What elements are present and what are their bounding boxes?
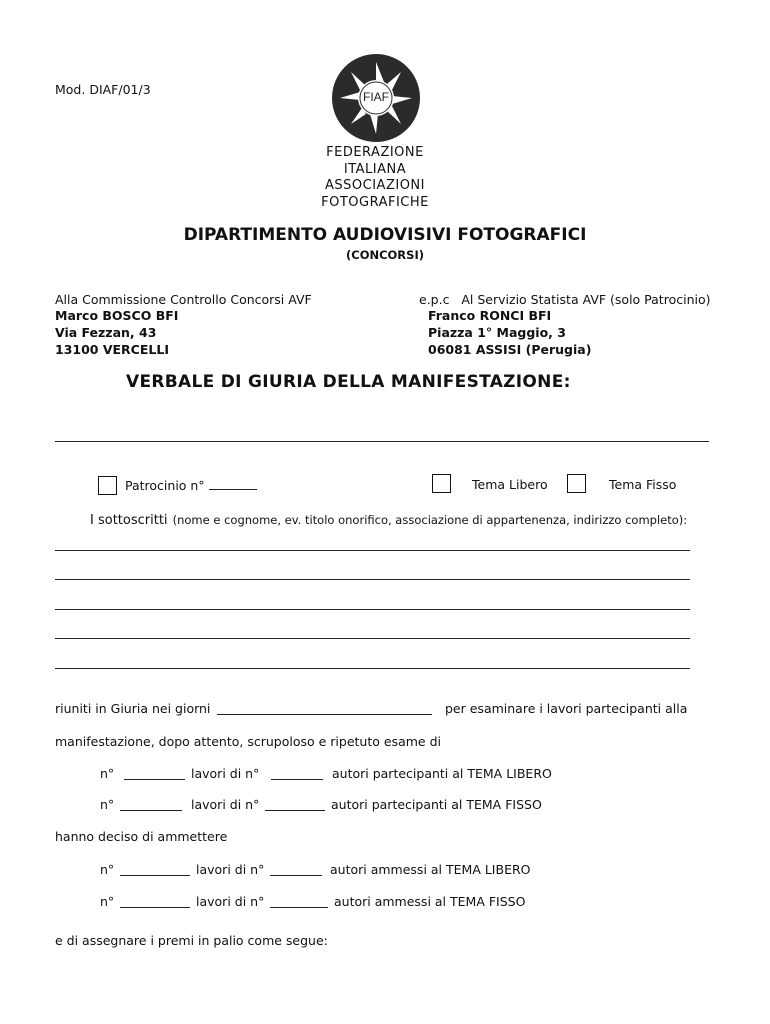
jury-member-line[interactable] (55, 550, 690, 551)
amm-fisso-label: autori ammessi al TEMA FISSO (334, 894, 526, 909)
patrocinio-label (125, 478, 257, 493)
recipient-right-name: Franco RONCI BFI (428, 308, 552, 323)
giorni-field[interactable] (217, 714, 432, 715)
recipient-right-city: 06081 ASSISI (Perugia) (428, 342, 592, 357)
fiaf-logo (330, 52, 422, 144)
ammessi-autori-libero-field[interactable] (270, 875, 322, 876)
epc-prefix: e.p.c (419, 292, 450, 307)
n-label: n° (100, 797, 115, 812)
recipient-left-line1: Alla Commissione Controllo Concorsi AVF (55, 292, 312, 307)
assegnare-text: e di assegnare i premi in palio come segue: (55, 933, 328, 948)
part-fisso-label: autori partecipanti al TEMA FISSO (331, 797, 542, 812)
tema-fisso-label: Tema Fisso (609, 477, 677, 492)
hanno-deciso-text: hanno deciso di ammettere (55, 829, 228, 844)
amm-libero-label: autori ammessi al TEMA LIBERO (330, 862, 531, 877)
lavori-label: lavori di n° (191, 797, 260, 812)
department-subtitle: (CONCORSI) (346, 248, 424, 262)
jury-member-line[interactable] (55, 668, 690, 669)
ammessi-lavori-libero-field[interactable] (120, 875, 190, 876)
jury-member-line[interactable] (55, 609, 690, 610)
sottoscritti-label (90, 509, 687, 528)
logo-line: FEDERAZIONE (326, 145, 424, 160)
recipient-left-city: 13100 VERCELLI (55, 342, 169, 357)
sottoscritti-note: (nome e cognome, ev. titolo onorifico, associazione di appartenenza, indirizzo completo): (172, 513, 688, 527)
logo-line: ITALIANA (343, 161, 407, 177)
patrocinio-number-field[interactable] (209, 478, 257, 490)
recipient-right-line1 (419, 292, 711, 307)
lavori-fisso-field[interactable] (120, 810, 182, 811)
n-label: n° (100, 862, 115, 877)
riuniti-label: riuniti in Giuria nei giorni (55, 701, 211, 716)
ammessi-lavori-fisso-field[interactable] (120, 907, 190, 908)
autori-libero-field[interactable] (271, 779, 323, 780)
epc-text: Al Servizio Statista AVF (solo Patrocinio) (461, 292, 711, 307)
recipient-left-name: Marco BOSCO BFI (55, 308, 179, 323)
recipient-left-street: Via Fezzan, 43 (55, 325, 157, 340)
form-code: Mod. DIAF/01/3 (55, 82, 151, 97)
part-libero-label: autori partecipanti al TEMA LIBERO (332, 766, 552, 781)
patrocinio-text: Patrocinio n° (125, 478, 205, 493)
jury-member-line[interactable] (55, 638, 690, 639)
manifestazione-text: manifestazione, dopo attento, scrupoloso e ripetuto esame di (55, 734, 441, 749)
autori-fisso-field[interactable] (265, 810, 325, 811)
lavori-label: lavori di n° (196, 862, 265, 877)
tema-fisso-checkbox[interactable] (567, 474, 586, 493)
patrocinio-checkbox[interactable] (98, 476, 117, 495)
n-label: n° (100, 894, 115, 909)
sottoscritti-text: I sottoscritti (90, 513, 168, 528)
recipient-right-street: Piazza 1° Maggio, 3 (428, 325, 566, 340)
department-title: DIPARTIMENTO AUDIOVISIVI FOTOGRAFICI (183, 225, 587, 245)
verbale-title: VERBALE DI GIURIA DELLA MANIFESTAZIONE: (126, 372, 571, 392)
lavori-label: lavori di n° (196, 894, 265, 909)
per-esaminare-label: per esaminare i lavori partecipanti alla (445, 701, 688, 716)
lavori-label: lavori di n° (191, 766, 260, 781)
logo-name (300, 145, 450, 211)
tema-libero-checkbox[interactable] (432, 474, 451, 493)
logo-line: ASSOCIAZIONI (325, 178, 425, 193)
verbale-title-line[interactable] (55, 441, 709, 442)
logo-line: FOTOGRAFICHE (321, 194, 429, 210)
tema-libero-label: Tema Libero (472, 477, 548, 492)
n-label: n° (100, 766, 115, 781)
jury-member-line[interactable] (55, 579, 690, 580)
lavori-libero-field[interactable] (124, 779, 185, 780)
logo-badge: FIAF (363, 90, 389, 104)
ammessi-autori-fisso-field[interactable] (270, 907, 328, 908)
